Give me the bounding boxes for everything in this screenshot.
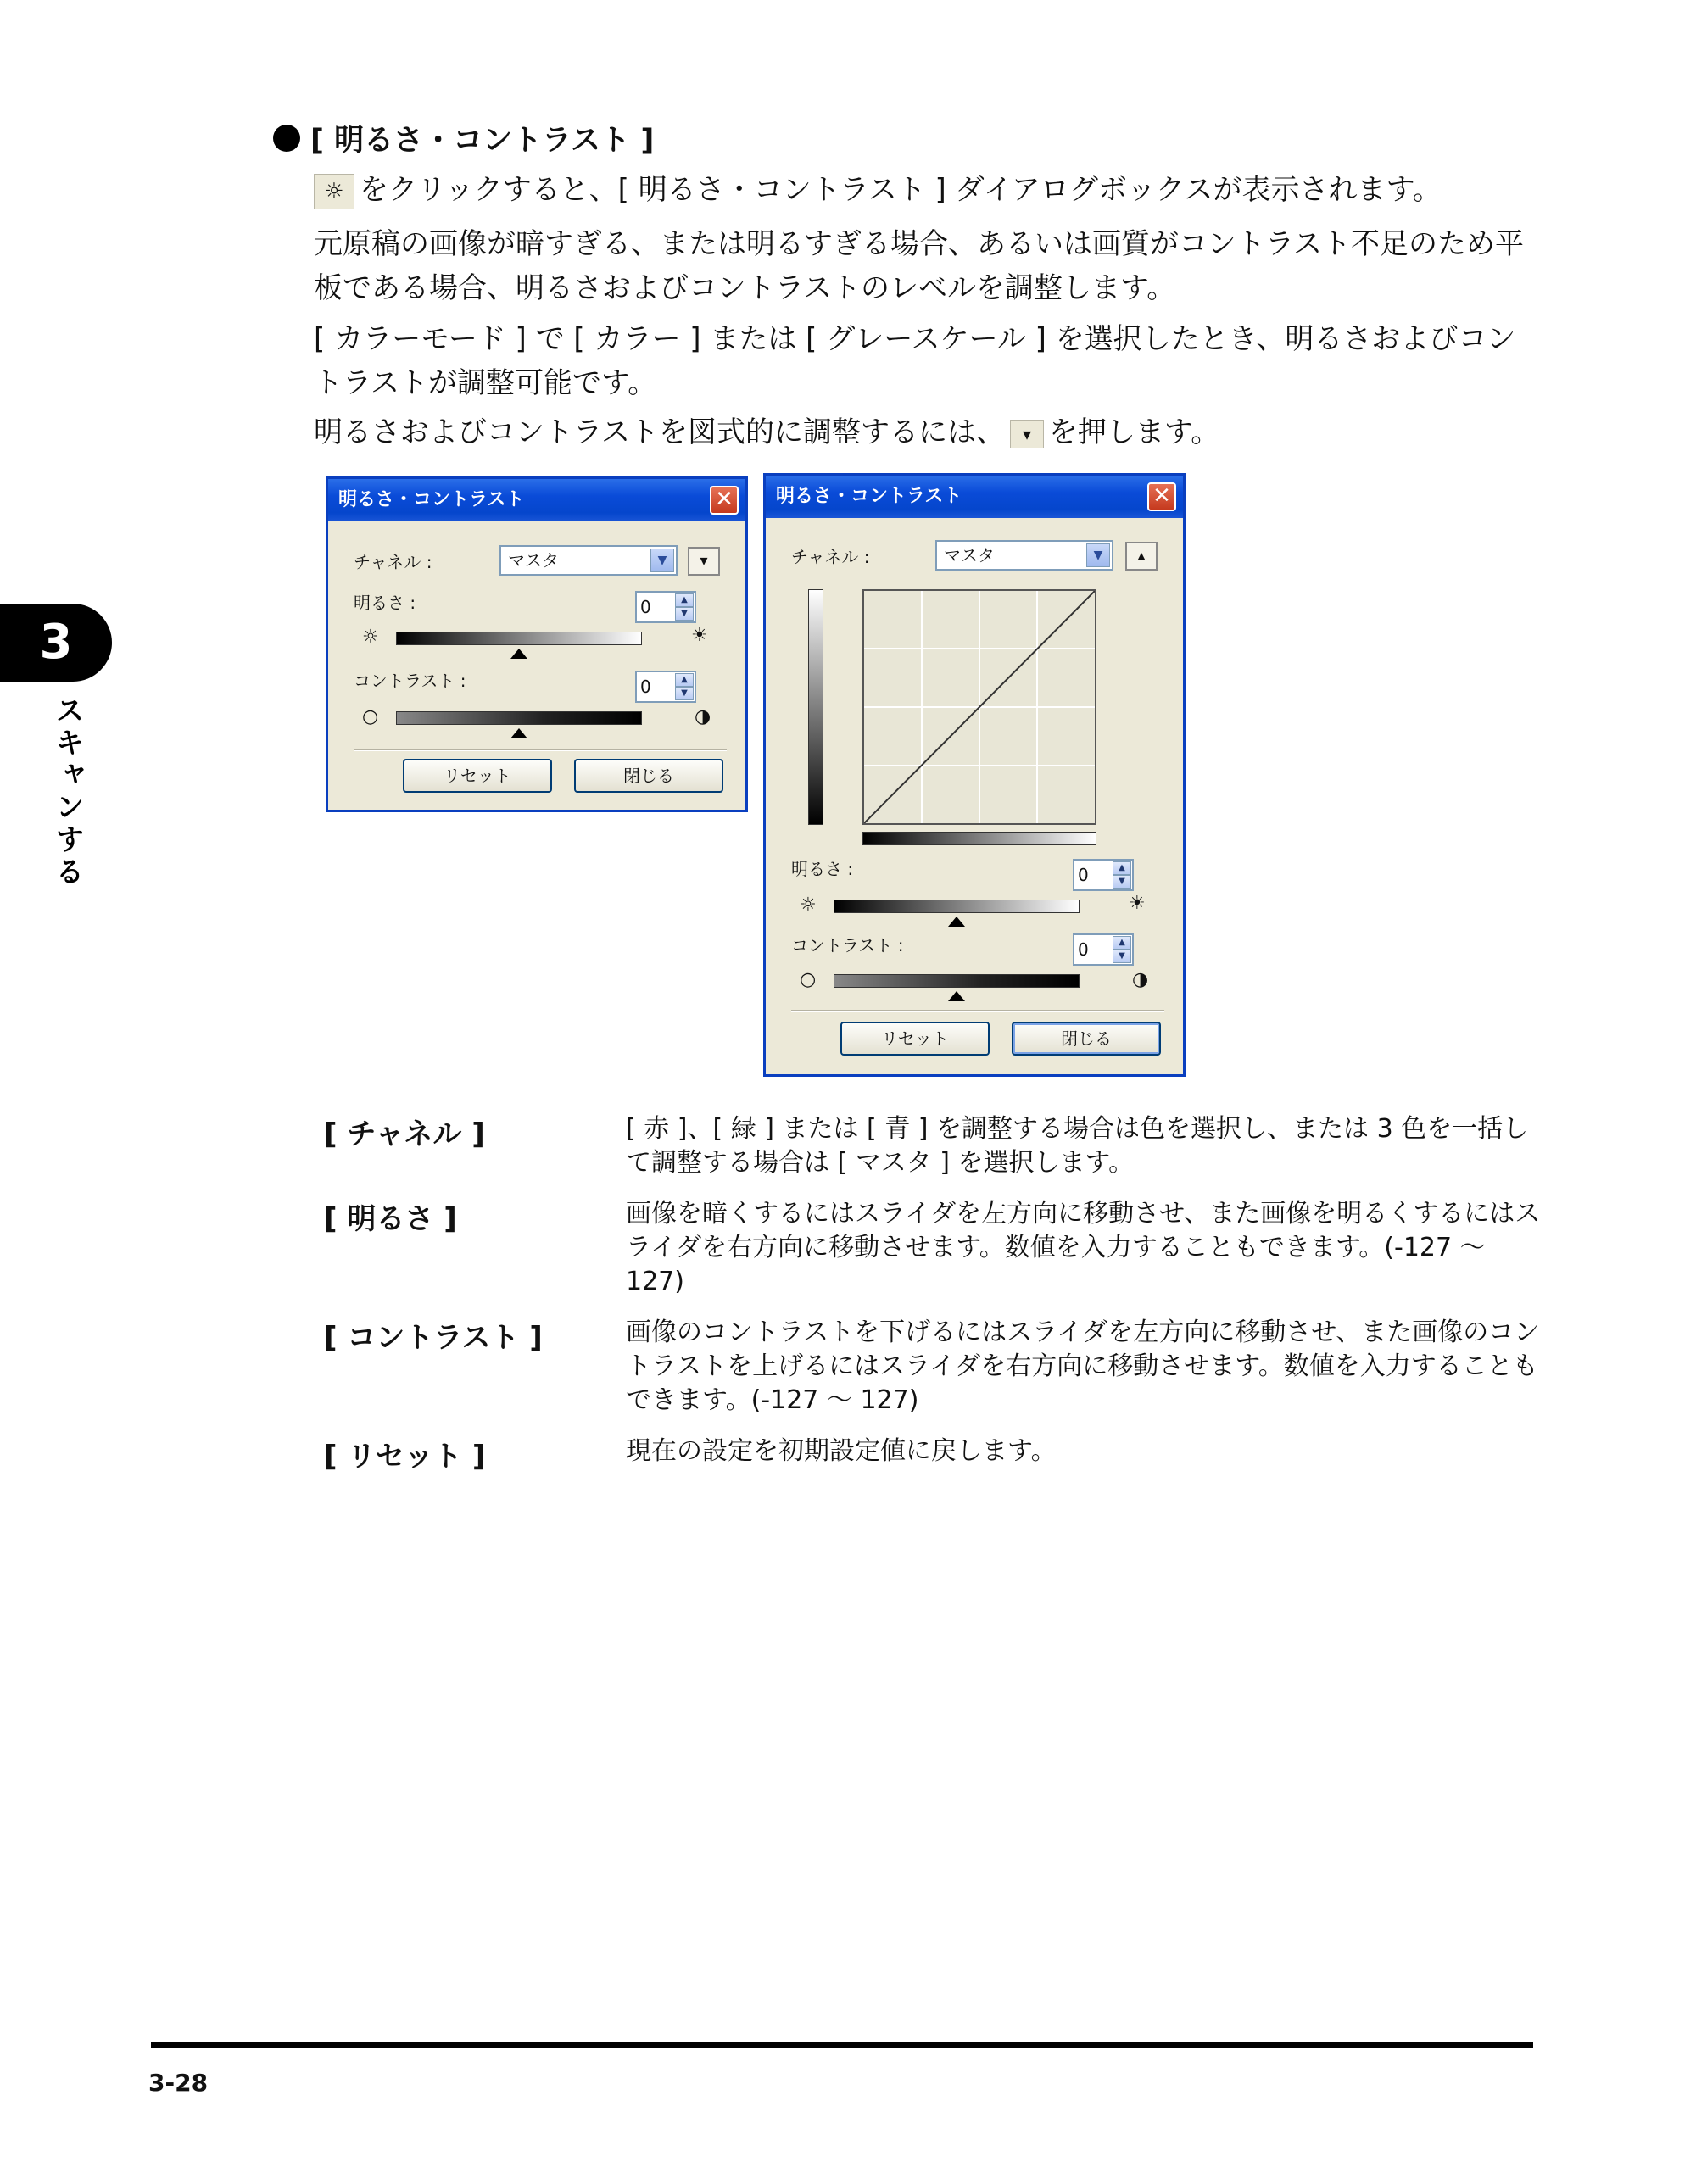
section-heading — [273, 117, 654, 159]
intro-p4-before: 明るさおよびコントラストを図式的に調整するには、 — [314, 415, 1005, 449]
dialog-titlebar: 明るさ・コントラスト — [328, 479, 745, 521]
term-reset: [ リセット ] — [324, 1440, 486, 1474]
expand-curve-button[interactable]: ▾ — [688, 547, 720, 576]
desc-contrast: 画像のコントラストを下げるにはスライダを左方向に移動させ、また画像のコントラストを上げるにはスライダを右方向に移動させます。数値を入力することもできます。(-127 〜 127) — [626, 1318, 1540, 1415]
term-contrast: [ コントラスト ] — [324, 1321, 543, 1355]
chapter-number-tab: 3 — [0, 604, 112, 682]
contrast-spinbox[interactable] — [635, 671, 696, 703]
spin-down-icon[interactable]: ▼ — [1113, 875, 1131, 889]
brightness-button-icon: ☼ — [314, 174, 354, 209]
close-x-button[interactable]: ✕ — [1147, 482, 1176, 511]
contrast-slider[interactable] — [834, 974, 1080, 988]
intro-paragraph-3: [ カラーモード ] で [ カラー ] または [ グレースケール ] を選択したとき、明るさおよびコントラストが調整可能です。 — [314, 322, 1516, 400]
chevron-down-icon: ▼ — [650, 549, 674, 572]
chevron-down-icon: ▼ — [1086, 543, 1110, 567]
desc-reset: 現在の設定を初期設定値に戻します。 — [626, 1436, 1057, 1466]
contrast-value: 0 — [640, 677, 651, 697]
spin-down-icon[interactable]: ▼ — [675, 687, 694, 700]
intro-line-1-text: をクリックすると、[ 明るさ・コントラスト ] ダイアログボックスが表示されます。 — [360, 173, 1442, 207]
spin-down-icon[interactable]: ▼ — [1113, 950, 1131, 963]
tone-curve-graph[interactable] — [862, 589, 1096, 825]
spin-up-icon[interactable]: ▲ — [1113, 861, 1131, 875]
intro-p4-after: を押します。 — [1048, 415, 1220, 449]
close-button[interactable]: 閉じる — [1012, 1022, 1161, 1056]
term-brightness: [ 明るさ ] — [324, 1202, 457, 1236]
contrast-low-icon: ○ — [800, 969, 817, 990]
desc-brightness: 画像を暗くするにはスライダを左方向に移動させ、また画像を明るくするにはスライダを右方向に移動させます。数値を入力することもできます。(-127 〜 127) — [626, 1199, 1541, 1296]
output-gradient-bar — [808, 589, 823, 825]
brightness-low-icon: ☼ — [362, 627, 379, 648]
close-button[interactable]: 閉じる — [574, 759, 723, 793]
close-x-button[interactable]: ✕ — [710, 486, 739, 515]
spin-up-icon[interactable]: ▲ — [1113, 936, 1131, 950]
reset-button[interactable]: リセット — [403, 759, 552, 793]
brightness-value: 0 — [640, 597, 651, 617]
brightness-spinbox[interactable] — [1073, 859, 1134, 891]
brightness-high-icon: ☀ — [1129, 893, 1146, 914]
divider — [354, 749, 727, 751]
collapse-curve-button[interactable]: ▴ — [1125, 542, 1158, 571]
brightness-value: 0 — [1078, 865, 1089, 885]
brightness-slider-thumb[interactable] — [510, 649, 527, 659]
spin-up-icon[interactable]: ▲ — [675, 673, 694, 687]
term-channel: [ チャネル ] — [324, 1117, 485, 1151]
contrast-label: コントラスト : — [354, 671, 466, 691]
spin-up-icon[interactable]: ▲ — [675, 593, 694, 607]
page-number: 3-28 — [148, 2069, 209, 2097]
contrast-high-icon: ◑ — [695, 706, 711, 727]
brightness-low-icon: ☼ — [800, 894, 817, 916]
brightness-spinbox[interactable] — [635, 591, 696, 623]
channel-select-value: マスタ — [944, 545, 995, 566]
chapter-title: スキャンする — [50, 695, 84, 889]
brightness-label: 明るさ : — [354, 593, 416, 613]
desc-channel: [ 赤 ]、[ 緑 ] または [ 青 ] を調整する場合は色を選択し、または 3 色を一括して調整する場合は [ マスタ ] を選択します。 — [626, 1114, 1529, 1178]
contrast-slider[interactable] — [396, 711, 642, 725]
brightness-contrast-dialog-expanded — [763, 473, 1186, 1077]
brightness-slider[interactable] — [834, 900, 1080, 913]
tone-curve-svg — [864, 591, 1095, 823]
contrast-slider-thumb[interactable] — [510, 728, 527, 738]
reset-button[interactable]: リセット — [840, 1022, 990, 1056]
brightness-slider[interactable] — [396, 632, 642, 645]
bullet-icon — [273, 125, 300, 152]
contrast-high-icon: ◑ — [1132, 969, 1149, 990]
dialog-titlebar: 明るさ・コントラスト — [766, 476, 1183, 518]
section-title: [ 明るさ・コントラスト ] — [310, 124, 655, 158]
intro-paragraph-2: 元原稿の画像が暗すぎる、または明るすぎる場合、あるいは画質がコントラスト不足のため平板である場合、明るさおよびコントラストのレベルを調整します。 — [314, 227, 1524, 305]
channel-select[interactable] — [499, 545, 678, 576]
expand-button-icon: ▾ — [1010, 420, 1044, 448]
contrast-spinbox[interactable] — [1073, 933, 1134, 966]
intro-paragraph-4 — [314, 410, 1535, 454]
brightness-label: 明るさ : — [791, 859, 854, 879]
intro-line-1 — [314, 168, 1535, 212]
channel-label: チャネル : — [354, 552, 432, 572]
channel-select-value: マスタ — [508, 550, 559, 571]
brightness-slider-thumb[interactable] — [948, 916, 965, 927]
channel-label: チャネル : — [791, 547, 870, 567]
brightness-high-icon: ☀ — [691, 625, 708, 646]
footer-rule — [151, 2042, 1533, 2048]
contrast-label: コントラスト : — [791, 935, 904, 956]
contrast-low-icon: ○ — [362, 706, 379, 727]
contrast-slider-thumb[interactable] — [948, 991, 965, 1001]
channel-select[interactable] — [935, 540, 1113, 571]
brightness-contrast-dialog-compact — [326, 476, 748, 812]
spin-down-icon[interactable]: ▼ — [675, 607, 694, 621]
input-gradient-bar — [862, 832, 1096, 845]
divider — [791, 1010, 1164, 1012]
contrast-value: 0 — [1078, 939, 1089, 960]
